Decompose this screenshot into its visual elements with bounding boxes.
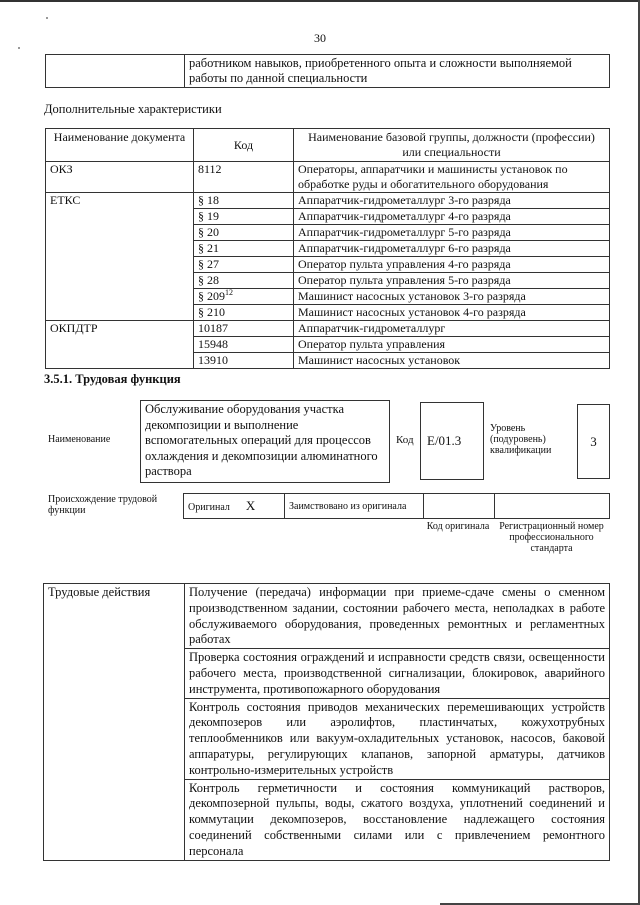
additional-characteristics-title: Дополнительные характеристики: [44, 102, 222, 116]
cell-code: § 20: [194, 225, 294, 241]
cell-name: Аппаратчик-гидрометаллург: [294, 321, 610, 337]
cell-doc: ОКЗ: [46, 162, 194, 193]
origin-code-caption: Код оригинала: [426, 521, 490, 532]
function-name-box: Обслуживание оборудования участка декомпозиции и выполнение вспомогательных операций для процессов охлаждения и декомпозиции алюминатного раствора: [140, 400, 390, 483]
continuation-right-cell: работником навыков, приобретенного опыта и сложности выполняемой работы по данной специальности: [185, 55, 610, 88]
header-code: Код: [194, 129, 294, 162]
labor-actions-table: [43, 583, 610, 861]
cell-code: 15948: [194, 337, 294, 353]
cell-name: Аппаратчик-гидрометаллург 3-го разряда: [294, 193, 610, 209]
table-row: [46, 162, 610, 193]
qualification-level-box: 3: [577, 404, 610, 479]
labor-actions-label: Трудовые действия: [44, 584, 185, 861]
table-row: [46, 193, 610, 209]
scan-speck: [18, 47, 20, 49]
continuation-left-cell: [46, 55, 185, 88]
cell-code: § 27: [194, 257, 294, 273]
cell-code: [194, 289, 294, 305]
labor-function-title: 3.5.1. Трудовая функция: [44, 372, 181, 386]
origin-reg-number-cell: [495, 494, 610, 519]
header-doc: Наименование документа: [46, 129, 194, 162]
cell-code: § 21: [194, 241, 294, 257]
table-header-row: [46, 129, 610, 162]
continuation-table: [45, 54, 610, 88]
additional-characteristics-table: [45, 128, 610, 369]
scan-edge-top: [0, 0, 640, 2]
page-number: 30: [314, 31, 326, 45]
table-row: [44, 584, 610, 649]
code-text: § 209: [198, 289, 225, 303]
table-row: [184, 494, 610, 519]
cell-code: § 210: [194, 305, 294, 321]
action-item: Получение (передача) информации при приеме-сдаче смены о сменном производственном задании, состоянии рабочего места, неполадках в работе обслуживаемого оборудования, проведенных ремонтных и регламентных работах: [185, 584, 610, 649]
cell-code: § 28: [194, 273, 294, 289]
cell-code: 10187: [194, 321, 294, 337]
cell-code: § 19: [194, 209, 294, 225]
table-row: [46, 321, 610, 337]
cell-name: Аппаратчик-гидрометаллург 5-го разряда: [294, 225, 610, 241]
cell-code: § 18: [194, 193, 294, 209]
origin-original-label: Оригинал: [188, 501, 230, 513]
name-label: Наименование: [48, 434, 111, 445]
cell-code: 13910: [194, 353, 294, 369]
qualification-level-label: Уровень (подуровень) квалификации: [490, 423, 552, 456]
cell-name: Машинист насосных установок 4-го разряда: [294, 305, 610, 321]
cell-name: Аппаратчик-гидрометаллург 6-го разряда: [294, 241, 610, 257]
action-item: Контроль герметичности и состояния коммуникаций растворов, декомпозерной пульпы, воды, сжатого воздуха, уплотнений соединений и коммутации декомпозеров, восстановление надлежащего состояния соединений собственными силами или с привлечением ремонтного персонала: [185, 779, 610, 860]
cell-name: Машинист насосных установок 3-го разряда: [294, 289, 610, 305]
cell-name: Оператор пульта управления 4-го разряда: [294, 257, 610, 273]
origin-original-cell: [184, 494, 285, 519]
footnote-ref[interactable]: 12: [225, 288, 233, 297]
cell-doc: ЕТКС: [46, 193, 194, 321]
cell-name: Машинист насосных установок: [294, 353, 610, 369]
code-label: Код: [396, 434, 414, 446]
scan-speck: [46, 17, 48, 19]
origin-code-cell: [424, 494, 495, 519]
cell-name: Аппаратчик-гидрометаллург 4-го разряда: [294, 209, 610, 225]
cell-code: 8112: [194, 162, 294, 193]
cell-doc: ОКПДТР: [46, 321, 194, 369]
header-name: Наименование базовой группы, должности (профессии) или специальности: [294, 129, 610, 162]
reg-number-caption: Регистрационный номер профессионального стандарта: [499, 521, 604, 554]
origin-borrowed-cell: Заимствовано из оригинала: [285, 494, 424, 519]
action-item: Проверка состояния ограждений и исправности средств связи, освещенности рабочего места, производственной сигнализации, блокировок, аварийного инструмента, противопожарного оборудования: [185, 649, 610, 698]
origin-table: [183, 493, 610, 519]
cell-name: Оператор пульта управления: [294, 337, 610, 353]
table-row: [46, 55, 610, 88]
cell-name: Операторы, аппаратчики и машинисты установок по обработке руды и обогатительного оборудования: [294, 162, 610, 193]
action-item: Контроль состояния приводов механических перемешивающих устройств декомпозеров или аэролифтов, пластинчатых, кожухотрубных теплообменников или вакуум-охладительных установок, насосов, баковой аппаратуры, регулирующих клапанов, запорной арматуры, датчиков контрольно-измерительных устройств: [185, 698, 610, 779]
origin-label: Происхождение трудовой функции: [48, 494, 158, 516]
cell-name: Оператор пульта управления 5-го разряда: [294, 273, 610, 289]
function-code-box: E/01.3: [420, 402, 484, 480]
origin-checkmark: X: [245, 497, 256, 513]
